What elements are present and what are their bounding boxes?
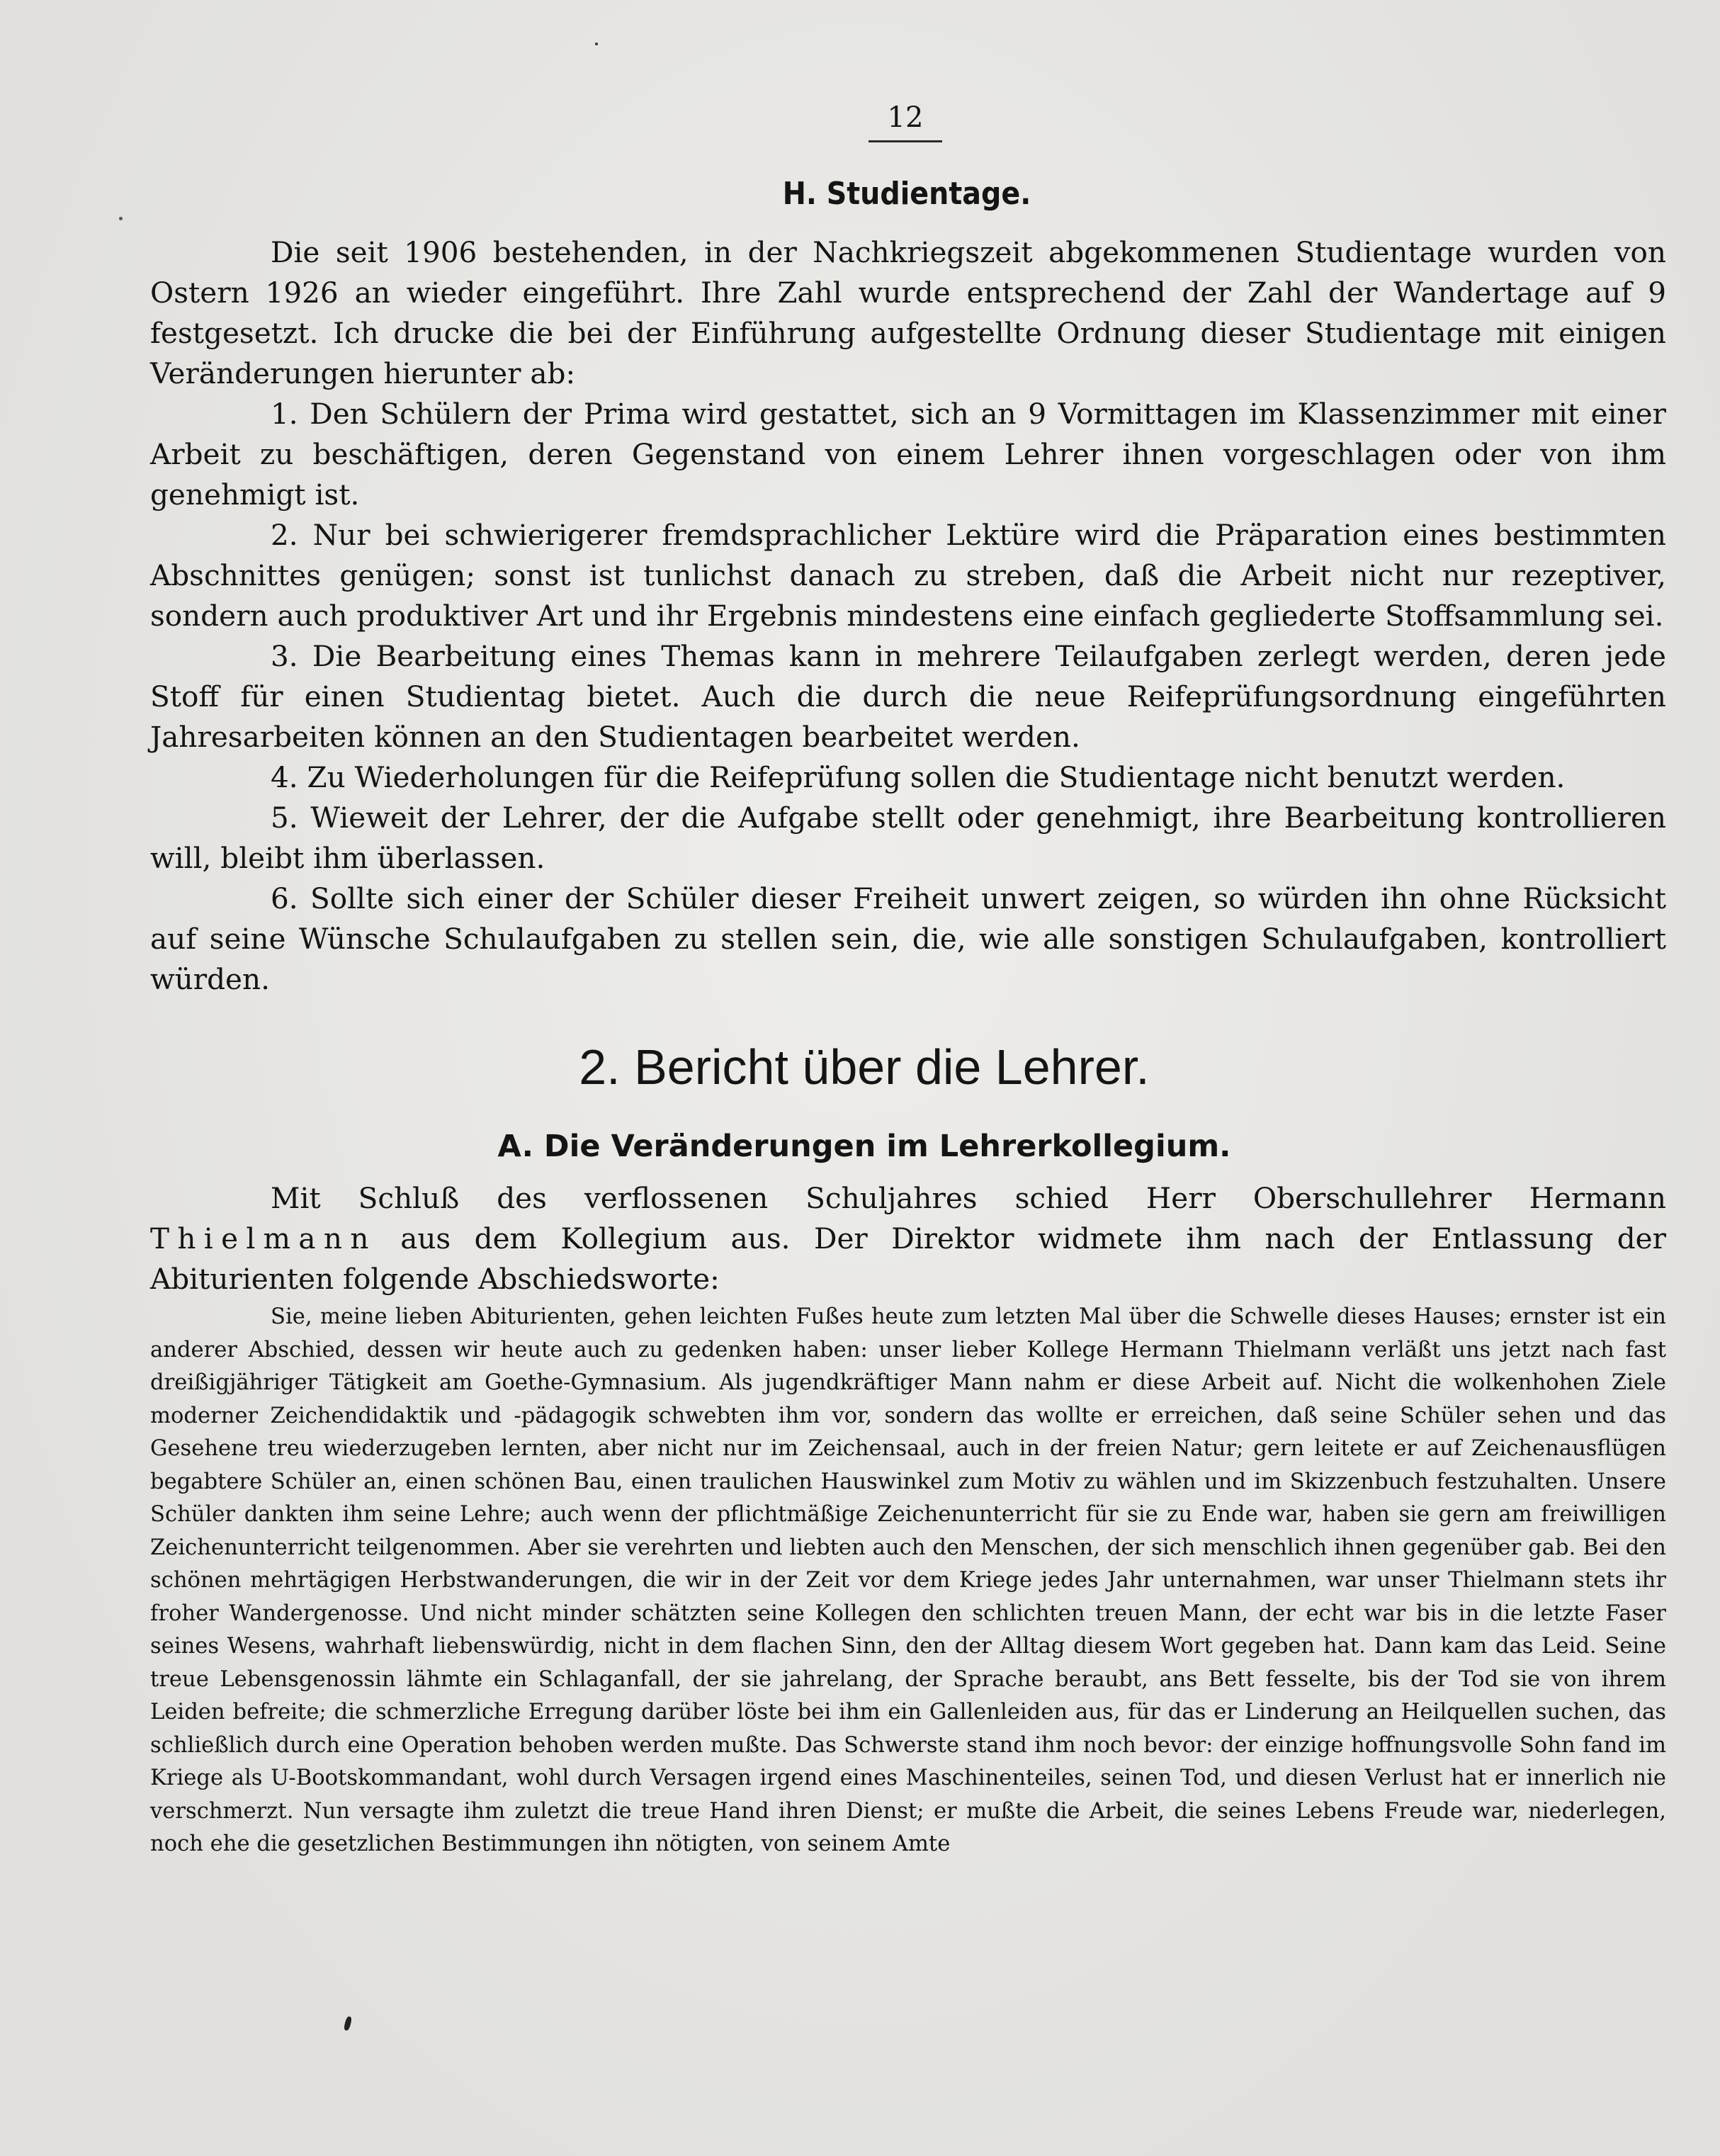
intro-paragraph: Die seit 1906 bestehenden, in der Nachkriegszeit abgekommenen Studientage wurden von Ostern 1926 an wieder eingeführt. Ihre Zahl wurde entsprechend der Zahl der Wandertage auf 9 festgesetzt. Ich drucke die bei der Einführung aufgestellte Ordnung dieser Studientage mit einigen Veränderungen hierunter ab: (150, 235, 1666, 390)
rule-6: 6. Sollte sich einer der Schüler dieser Freiheit unwert zeigen, so würden ihn ohne Rücksicht auf seine Wünsche Schulaufgaben zu stellen sein, die, wie alle sonstigen Schulaufgaben, kontrolliert würden. (150, 881, 1666, 996)
teacher-name: Thielmann (150, 1221, 377, 1255)
ink-speck (344, 2016, 353, 2031)
farewell-paragraph: Sie, meine lieben Abiturienten, gehen leichten Fußes heute zum letzten Mal über die Schwelle dieses Hauses; ernster ist ein anderer Abschied, dessen wir heute auch zu gedenken haben: unser lieber Kollege Hermann Thielmann verläßt uns jetzt nach fast dreißigjähriger Tätigkeit am Goethe-Gymnasium. Als jugendkräftiger Mann nahm er diese Arbeit auf. Nicht die wolkenhohen Ziele moderner Zeichendidaktik und -pädagogik schwebten ihm vor, sondern das wollte er erreichen, daß seine Schüler sehen und das Gesehene treu wiederzugeben lernten, aber nicht nur im Zeichensaal, auch in der freien Natur; gern leitete er auf Zeichenausflügen begabtere Schüler an, einen schönen Bau, einen traulichen Hauswinkel zum Motiv zu wählen und im Skizzenbuch festzuhalten. Unsere Schüler dankten ihm seine Lehre; auch wenn der pflichtmäßige Zeichenunterricht für sie zu Ende war, haben sie gern am freiwilligen Zeichenunterricht teilgenommen. Aber sie verehrten und liebten auch den Menschen, der sich menschlich ihnen gegenüber gab. Bei den schönen mehrtägigen Herbstwanderungen, die wir in der Zeit vor dem Kriege jedes Jahr unternahmen, war unser Thielmann stets ihr froher Wandergenosse. Und nicht minder schätzten seine Kollegen den schlichten treuen Mann, der echt war bis in die letzte Faser seines Wesens, wahrhaft liebenswürdig, nicht in dem flachen Sinn, den der Alltag diesem Wort gegeben hat. Dann kam das Leid. Seine treue Lebensgenossin lähmte ein Schlaganfall, der sie jahrelang, der Sprache beraubt, ans Bett fesselte, bis der Tod sie von ihrem Leiden befreite; die schmerzliche Erregung darüber löste bei ihm ein Gallenleiden aus, für das er Linderung an Heilquellen suchen, das schließlich durch eine Operation behoben werden mußte. Das Schwerste stand ihm noch bevor: der einzige hoffnungsvolle Sohn fand im Kriege als U-Bootskommandant, wohl durch Versagen irgend eines Maschinenteiles, seinen Tod, und diesen Verlust hat er innerlich nie verschmerzt. Nun versagte ihm zuletzt die treue Hand ihren Dienst; er mußte die Arbeit, die seines Lebens Freude war, niederlegen, noch ehe die gesetzlichen Bestimmungen ihn nötigten, von seinem Amte (150, 1304, 1666, 1856)
intro-text-before: Mit Schluß des verflossenen Schuljahres schied Herr Oberschullehrer Hermann (271, 1181, 1666, 1215)
rule-5: 5. Wieweit der Lehrer, der die Aufgabe stellt oder genehmigt, ihre Bearbeitung kontrollieren will, bleibt ihm überlassen. (150, 801, 1666, 875)
subsection-title-veraenderungen: A. Die Veränderungen im Lehrerkollegium. (497, 1129, 1231, 1164)
intro-text-after: aus dem Kollegium aus. Der Direktor widmete ihm nach der Entlassung der Abiturienten folgende Abschiedsworte: (150, 1221, 1666, 1296)
lehrer-intro (150, 1178, 1666, 1299)
page-number: 12 (869, 101, 942, 142)
studientage-intro (150, 232, 1666, 394)
rule-2: 2. Nur bei schwierigerer fremdsprachlicher Lektüre wird die Präparation eines bestimmten Abschnittes genügen; sonst ist tunlichst danach zu streben, daß die Arbeit nicht nur rezeptiver, sondern auch produktiver Art und ihr Ergebnis mindestens eine einfach gegliederte Stoffsammlung sei. (150, 518, 1666, 633)
rule-4: 4. Zu Wiederholungen für die Reifeprüfung sollen die Studientage nicht benutzt werden. (271, 760, 1566, 794)
scan-speck (595, 43, 598, 45)
lehrer-intro-paragraph (150, 1178, 1666, 1299)
rule-3: 3. Die Bearbeitung eines Themas kann in mehrere Teilaufgaben zerlegt werden, deren jede Stoff für einen Studientag bietet. Auch die durch die neue Reifeprüfungsordnung eingeführten Jahresarbeiten können an den Studientagen bearbeitet werden. (150, 639, 1666, 754)
rule-1: 1. Den Schülern der Prima wird gestattet, sich an 9 Vormittagen im Klassenzimmer mit einer Arbeit zu beschäftigen, deren Gegenstand von einem Lehrer ihnen vorgeschlagen oder von ihm genehmigt ist. (150, 397, 1666, 512)
section-title-lehrer: 2. Bericht über die Lehrer. (579, 1039, 1150, 1095)
farewell-speech (150, 1301, 1666, 1861)
section-heading-studientage: H. Studientage. (782, 176, 1031, 212)
scan-speck (119, 217, 123, 220)
studientage-rules (150, 394, 1666, 1000)
